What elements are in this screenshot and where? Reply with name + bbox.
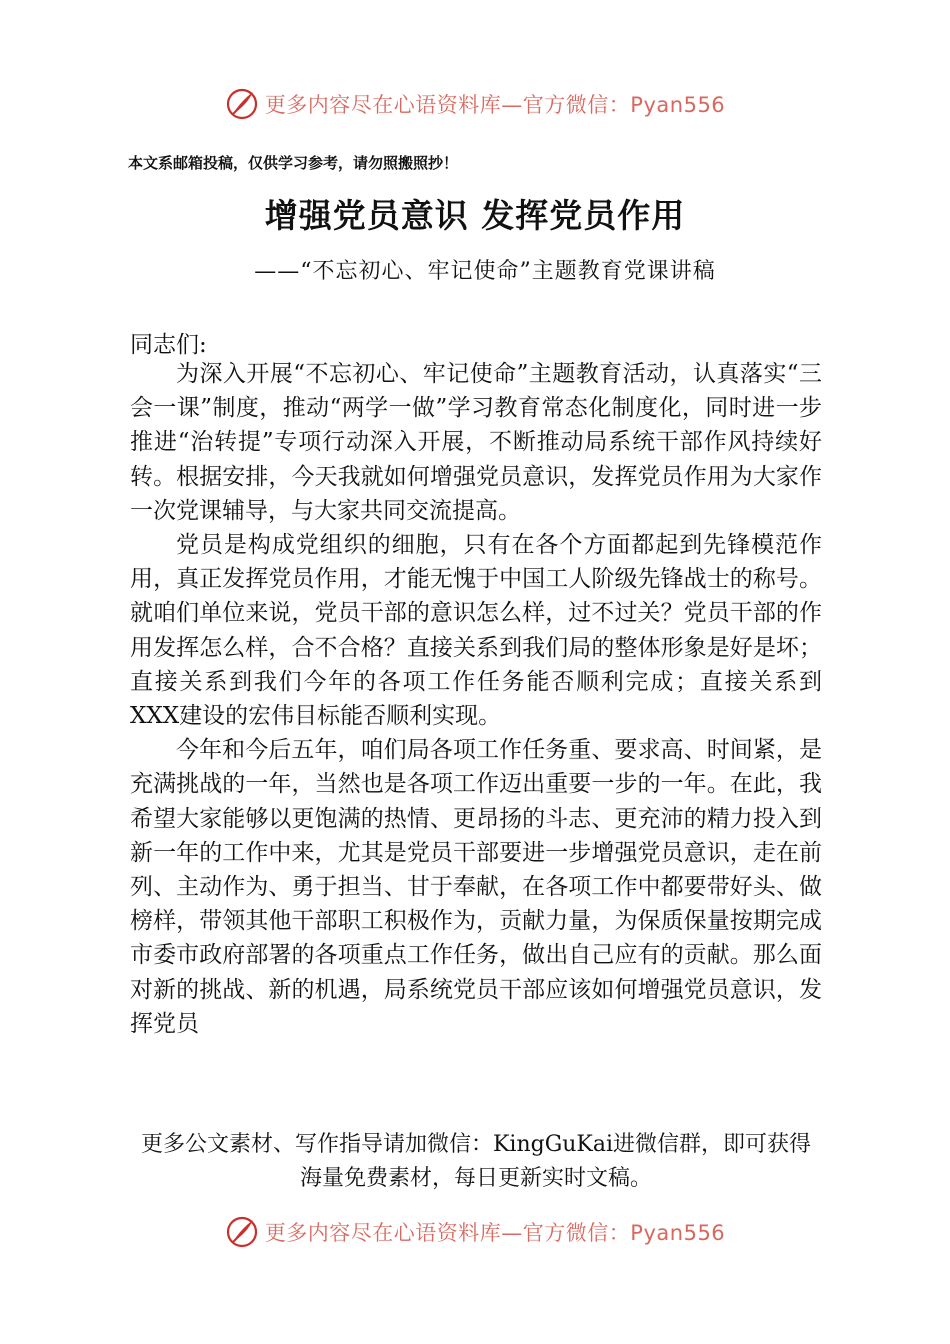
quill-logo-icon [225, 1215, 259, 1249]
document-body [130, 357, 822, 1041]
document-subtitle: ——“不忘初心、牢记使命”主题教育党课讲稿 [254, 259, 716, 284]
watermark-header [0, 84, 950, 124]
document-title: 增强党员意识 发挥党员作用 [264, 196, 686, 235]
paragraph: 党员是构成党组织的细胞，只有在各个方面都起到先锋模范作用，真正发挥党员作用，才能无愧于中国工人阶级先锋战士的称号。就咱们单位来说，党员干部的意识怎么样，过不过关？党员干部的作用发挥怎么样，合不合格？直接关系到我们局的整体形象是好是坏；直接关系到我们今年的各项工作任务能否顺利完成；直接关系到XXX建设的宏伟目标能否顺利实现。 [130, 532, 822, 730]
watermark-text: 更多内容尽在心语资料库—官方微信：Pyan556 [264, 93, 726, 117]
disclaimer: 本文系邮箱投稿，仅供学习参考，请勿照搬照抄！ [128, 154, 459, 172]
paragraph: 今年和今后五年，咱们局各项工作任务重、要求高、时间紧，是充满挑战的一年，当然也是各项工作迈出重要一步的一年。在此，我希望大家能够以更饱满的热情、更昂扬的斗志、更充沛的精力投入到新一年的工作中来，尤其是党员干部要进一步增强党员意识，走在前列、主动作为、勇于担当、甘于奉献，在各项工作中都要带好头、做榜样，带领其他干部职工积极作为，贡献力量，为保质保量按期完成市委市政府部署的各项重点工作任务，做出自己应有的贡献。那么面对新的挑战、新的机遇，局系统党员干部应该如何增强党员意识，发挥党员 [130, 737, 822, 1037]
paragraph: 为深入开展“不忘初心、牢记使命”主题教育活动，认真落实“三会一课”制度，推动“两学一做”学习教育常态化制度化，同时进一步推进“治转提”专项行动深入开展，不断推动局系统干部作风持续好转。根据安排，今天我就如何增强党员意识，发挥党员作用为大家作一次党课辅导，与大家共同交流提高。 [130, 361, 822, 524]
watermark-text: 更多内容尽在心语资料库—官方微信：Pyan556 [264, 1221, 726, 1245]
promo-footer-text: 更多公文素材、写作指导请加微信：KingGuKai进微信群，即可获得海量免费素材，每日更新实时文稿。 [140, 1132, 812, 1191]
quill-logo-icon [225, 87, 259, 121]
greeting: 同志们: [130, 332, 207, 358]
watermark-footer [0, 1212, 950, 1252]
